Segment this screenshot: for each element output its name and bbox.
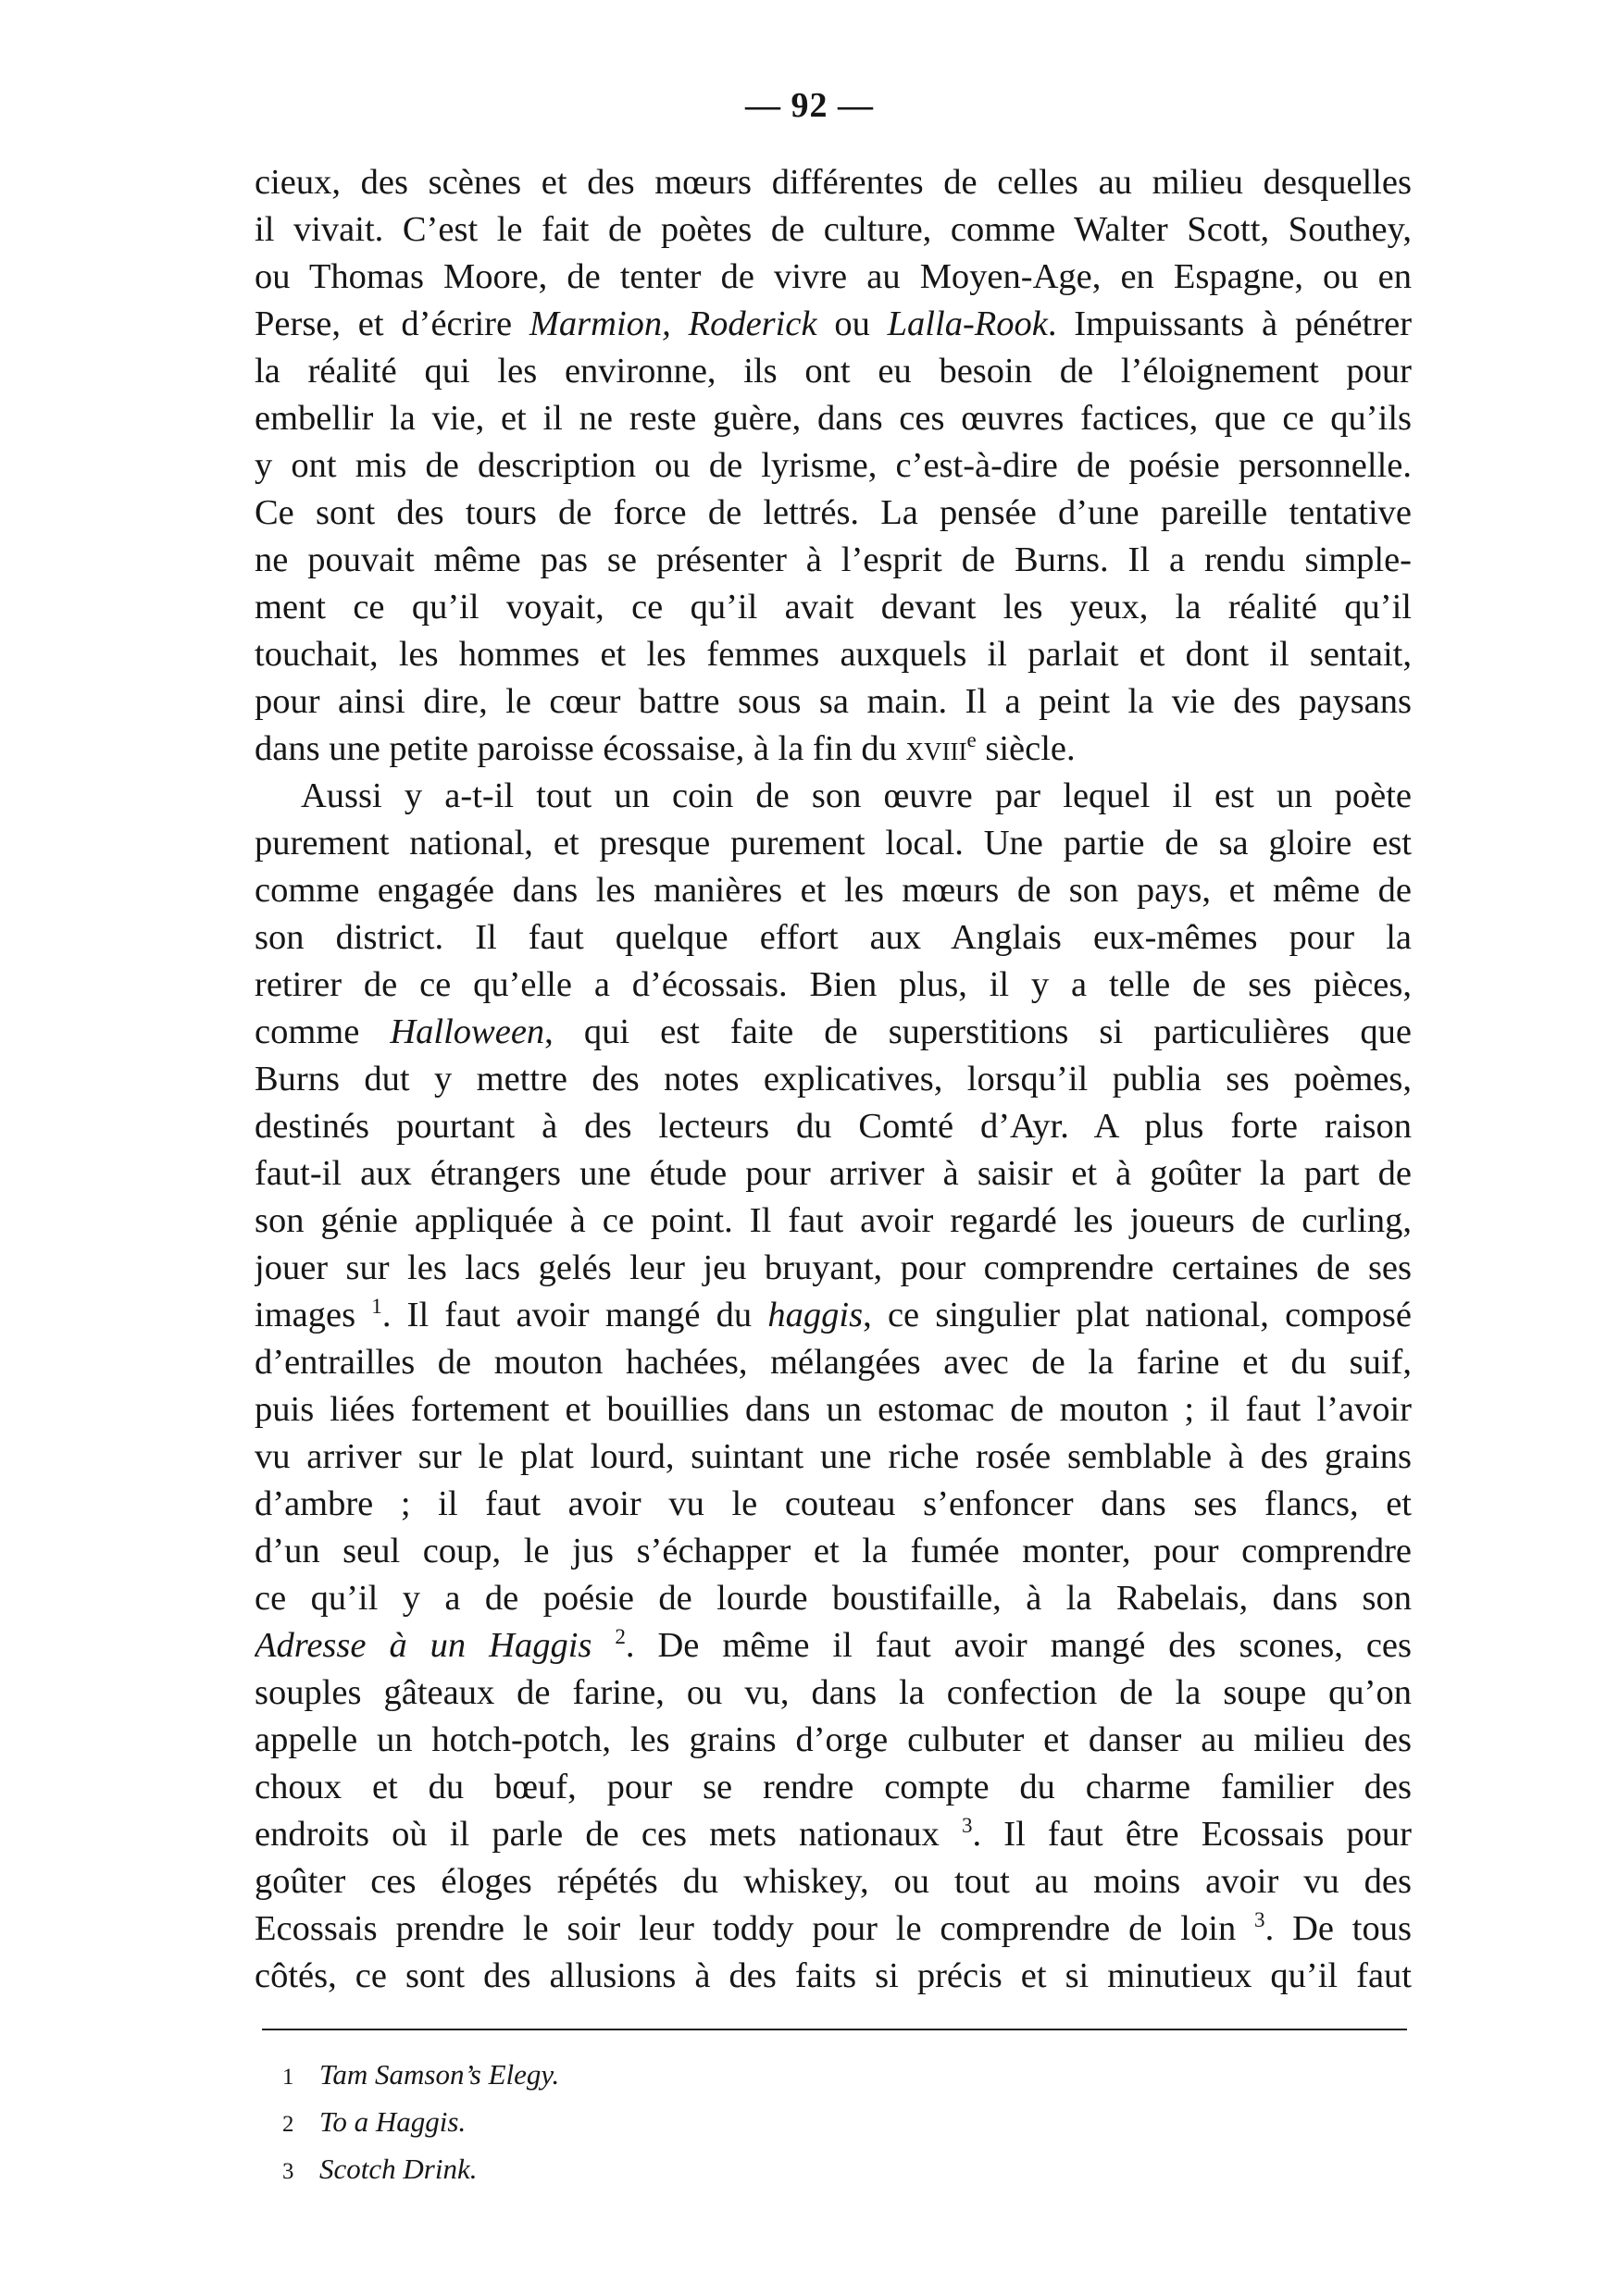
- text-segment: ou Thomas Moore, de tenter de vivre au Moyen-Age, en Espagne, ou en: [255, 257, 1412, 296]
- footnote-mark: 1: [282, 2065, 294, 2090]
- text-segment: Ecossais prendre le soir leur toddy pour le comprendre de loin: [255, 1909, 1255, 1948]
- footnote-divider: [262, 2029, 1407, 2030]
- text-line: [255, 726, 1412, 773]
- text-line: [255, 206, 1412, 254]
- footnote-mark: 2: [282, 2112, 294, 2137]
- text-line: [255, 1858, 1412, 1905]
- text-segment: jouer sur les lacs gelés leur jeu bruyant, pour comprendre certaines de ses: [255, 1248, 1412, 1287]
- text-segment: comme: [255, 1012, 391, 1051]
- text-segment: d’ambre ; il faut avoir vu le couteau s’enfoncer dans ses flancs, et: [255, 1484, 1412, 1523]
- text-segment: ou: [816, 304, 888, 343]
- text-segment: . De même il faut avoir mangé des scones, ces: [625, 1626, 1412, 1665]
- text-segment: y ont mis de description ou de lyrisme, c’est-à-dire de poésie personnelle.: [255, 446, 1412, 485]
- footnote-ref: e: [966, 727, 977, 752]
- text-line: [255, 1198, 1412, 1245]
- italic-title: Lalla-Rook: [887, 304, 1048, 343]
- text-segment: la réalité qui les environne, ils ont eu besoin de l’éloignement pour: [255, 352, 1412, 391]
- text-line: [255, 348, 1412, 395]
- text-line: [255, 867, 1412, 914]
- italic-title: Marmion, Roderick: [529, 304, 817, 343]
- footnote: [282, 2053, 559, 2100]
- text-line: [255, 914, 1412, 962]
- paragraph: [255, 773, 1412, 2000]
- text-segment: faut-il aux étrangers une étude pour arriver à saisir et à goûter la part de: [255, 1154, 1412, 1193]
- text-segment: choux et du bœuf, pour se rendre compte du charme familier des: [255, 1768, 1412, 1806]
- text-line: [255, 1009, 1412, 1056]
- text-line: [255, 962, 1412, 1009]
- text-line: [255, 820, 1412, 867]
- text-line: [255, 1764, 1412, 1811]
- italic-title: Halloween: [390, 1012, 545, 1051]
- text-segment: son génie appliquée à ce point. Il faut avoir regardé les joueurs de curling,: [255, 1201, 1412, 1240]
- text-segment: ce qu’il y a de poésie de lourde boustifaille, à la Rabelais, dans son: [255, 1579, 1412, 1618]
- text-segment: endroits où il parle de ces mets nationaux: [255, 1815, 962, 1854]
- text-segment: son district. Il faut quelque effort aux Anglais eux-mêmes pour la: [255, 918, 1412, 957]
- footnote: [282, 2147, 559, 2194]
- text-segment: ne pouvait même pas se présenter à l’esprit de Burns. Il a rendu simple-: [255, 540, 1412, 579]
- text-line: [255, 1905, 1412, 1953]
- text-segment: appelle un hotch-potch, les grains d’orge culbuter et danser au milieu des: [255, 1720, 1412, 1759]
- text-line: [255, 1528, 1412, 1575]
- italic-title: Adresse à un Haggis: [255, 1626, 592, 1665]
- text-segment: ment ce qu’il voyait, ce qu’il avait devant les yeux, la réalité qu’il: [255, 588, 1412, 627]
- text-segment: siècle.: [976, 729, 1076, 768]
- footnotes: [282, 2053, 559, 2194]
- text-line: [255, 1245, 1412, 1292]
- text-line: [255, 1150, 1412, 1198]
- text-segment: Aussi y a-t-il tout un coin de son œuvre par lequel il est un poète: [301, 776, 1412, 815]
- text-line: [255, 1717, 1412, 1764]
- text-segment: il vivait. C’est le fait de poètes de culture, comme Walter Scott, Southey,: [255, 210, 1412, 249]
- text-segment: . Il faut être Ecossais pour: [972, 1815, 1412, 1854]
- text-line: [255, 1575, 1412, 1622]
- text-line: [255, 1669, 1412, 1717]
- text-segment: , qui est faite de superstitions si particulières que: [544, 1012, 1412, 1051]
- text-segment: comme engagée dans les manières et les mœurs de son pays, et même de: [255, 871, 1412, 910]
- footnote-ref: 1: [371, 1294, 382, 1319]
- text-segment: cieux, des scènes et des mœurs différentes de celles au milieu desquelles: [255, 163, 1412, 202]
- text-line: [255, 1433, 1412, 1481]
- text-line: [255, 678, 1412, 726]
- footnote-ref: 3: [961, 1813, 973, 1838]
- text-line: [255, 159, 1412, 206]
- text-segment: d’un seul coup, le jus s’échapper et la fumée monter, pour comprendre: [255, 1532, 1412, 1570]
- text-segment: . Impuissants à pénétrer: [1047, 304, 1412, 343]
- paragraph: [255, 159, 1412, 773]
- text-segment: Burns dut y mettre des notes explicatives, lorsqu’il publia ses poèmes,: [255, 1060, 1412, 1098]
- body-text: [255, 159, 1412, 2000]
- text-line: [255, 1292, 1412, 1339]
- text-line: [255, 1103, 1412, 1150]
- text-segment: puis liées fortement et bouillies dans un estomac de mouton ; il faut l’avoir: [255, 1390, 1412, 1429]
- footnote-mark: 3: [282, 2159, 294, 2184]
- text-line: [255, 537, 1412, 584]
- footnote-text: Scotch Drink.: [319, 2153, 478, 2185]
- text-line: [255, 1386, 1412, 1433]
- text-segment: embellir la vie, et il ne reste guère, dans ces œuvres factices, que ce qu’ils: [255, 399, 1412, 438]
- text-line: [255, 1622, 1412, 1669]
- text-line: [255, 254, 1412, 301]
- text-segment: souples gâteaux de farine, ou vu, dans la confection de la soupe qu’on: [255, 1673, 1412, 1712]
- text-segment: Ce sont des tours de force de lettrés. La pensée d’une pareille tentative: [255, 493, 1412, 532]
- text-line: [255, 1811, 1412, 1858]
- footnote-text: To a Haggis.: [319, 2105, 467, 2138]
- text-segment: pour ainsi dire, le cœur battre sous sa main. Il a peint la vie des paysans: [255, 682, 1412, 721]
- text-line: [255, 773, 1412, 820]
- text-line: [255, 301, 1412, 348]
- text-line: [255, 1481, 1412, 1528]
- text-segment: purement national, et presque purement local. Une partie de sa gloire est: [255, 824, 1412, 863]
- text-segment: images: [255, 1296, 372, 1334]
- text-segment: touchait, les hommes et les femmes auxquels il parlait et dont il sentait,: [255, 635, 1412, 674]
- italic-title: haggis: [767, 1296, 864, 1334]
- text-segment: destinés pourtant à des lecteurs du Comté d’Ayr. A plus forte raison: [255, 1107, 1412, 1146]
- text-segment: d’entrailles de mouton hachées, mélangées avec de la farine et du suif,: [255, 1343, 1412, 1382]
- text-segment: , ce singulier plat national, composé: [863, 1296, 1412, 1334]
- century-numeral: xviii: [905, 729, 967, 768]
- text-segment: Perse, et d’écrire: [255, 304, 529, 343]
- text-segment: . De tous: [1264, 1909, 1412, 1948]
- text-line: [255, 1056, 1412, 1103]
- footnote-ref: 3: [1254, 1907, 1265, 1932]
- text-line: [255, 631, 1412, 678]
- text-segment: dans une petite paroisse écossaise, à la fin du: [255, 729, 906, 768]
- text-line: [255, 442, 1412, 490]
- text-line: [255, 395, 1412, 442]
- footnote: [282, 2100, 559, 2147]
- text-segment: vu arriver sur le plat lourd, suintant une riche rosée semblable à des grains: [255, 1437, 1412, 1476]
- footnote-ref: 2: [615, 1624, 626, 1649]
- text-line: [255, 1953, 1412, 2000]
- text-line: [255, 1339, 1412, 1386]
- text-line: [255, 584, 1412, 631]
- text-segment: goûter ces éloges répétés du whiskey, ou tout au moins avoir vu des: [255, 1862, 1412, 1901]
- text-line: [255, 490, 1412, 537]
- text-segment: [592, 1626, 615, 1665]
- footnote-text: Tam Samson’s Elegy.: [319, 2058, 560, 2091]
- text-segment: côtés, ce sont des allusions à des faits si précis et si minutieux qu’il faut: [255, 1956, 1412, 1995]
- text-segment: . Il faut avoir mangé du: [381, 1296, 768, 1334]
- page-number: — 92 —: [745, 86, 874, 125]
- text-segment: retirer de ce qu’elle a d’écossais. Bien plus, il y a telle de ses pièces,: [255, 965, 1412, 1004]
